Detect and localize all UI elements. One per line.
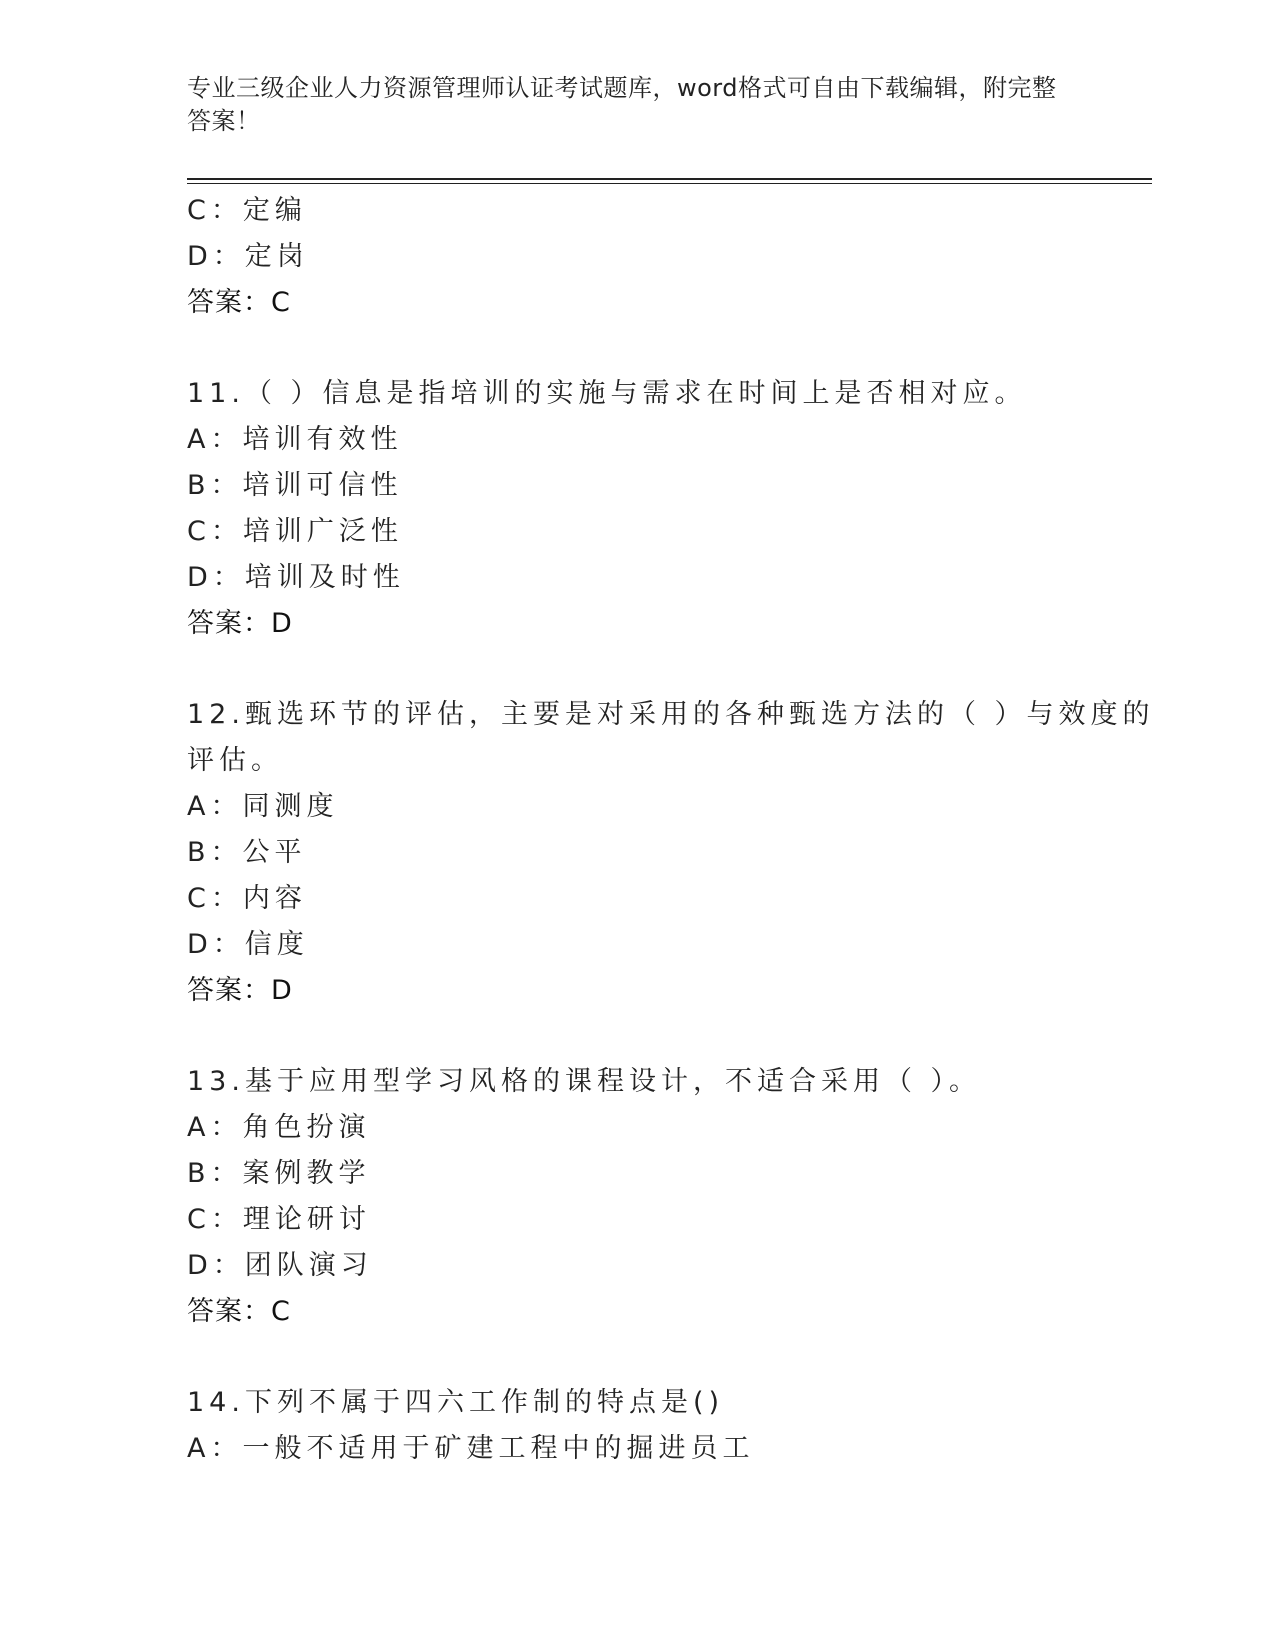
question-list (187, 188, 1155, 1472)
answer-line: 答案：D (187, 975, 293, 1006)
option-c: C：定编 (187, 195, 307, 226)
option-a: A：角色扮演 (187, 1112, 371, 1143)
option-d: D：培训及时性 (187, 562, 405, 593)
header-line-2: 答案！ (187, 107, 261, 135)
option-c: C：理论研讨 (187, 1204, 371, 1235)
document-header (187, 72, 1087, 138)
question-stem-line-2: 评估。 (187, 745, 283, 776)
option-b: B：公平 (187, 837, 307, 868)
spacer (187, 1335, 1087, 1380)
question-stem: 13.基于应用型学习风格的课程设计，不适合采用（ ）。 (187, 1066, 982, 1097)
question-stem: 11.（ ）信息是指培训的实施与需求在时间上是否相对应。 (187, 378, 1027, 409)
question-stem-line-1: 12.甄选环节的评估，主要是对采用的各种甄选方法的（ ）与效度的 (187, 699, 1155, 730)
option-d: D：定岗 (187, 241, 309, 272)
answer-line: 答案：D (187, 608, 293, 639)
question-11 (187, 371, 1087, 647)
question-12 (187, 692, 1155, 1014)
option-d: D：团队演习 (187, 1250, 373, 1281)
option-a: A：一般不适用于矿建工程中的掘进员工 (187, 1433, 755, 1464)
header-line-1: 专业三级企业人力资源管理师认证考试题库，word格式可自由下载编辑，附完整 (187, 74, 1057, 102)
option-c: C：内容 (187, 883, 307, 914)
header-rule-thick (187, 178, 1152, 180)
header-rule-thin (187, 183, 1152, 184)
option-b: B：案例教学 (187, 1158, 371, 1189)
answer-line: 答案：C (187, 1296, 291, 1327)
answer-line: 答案：C (187, 287, 291, 318)
spacer (187, 326, 1087, 371)
question-14 (187, 1380, 1087, 1472)
option-b: B：培训可信性 (187, 470, 403, 501)
option-a: A：培训有效性 (187, 424, 403, 455)
option-a: A：同测度 (187, 791, 339, 822)
question-13 (187, 1059, 1087, 1335)
question-10-tail (187, 188, 1087, 326)
spacer (187, 647, 1087, 692)
question-stem: 14.下列不属于四六工作制的特点是() (187, 1387, 725, 1418)
option-c: C：培训广泛性 (187, 516, 403, 547)
option-d: D：信度 (187, 929, 309, 960)
spacer (187, 1014, 1087, 1059)
